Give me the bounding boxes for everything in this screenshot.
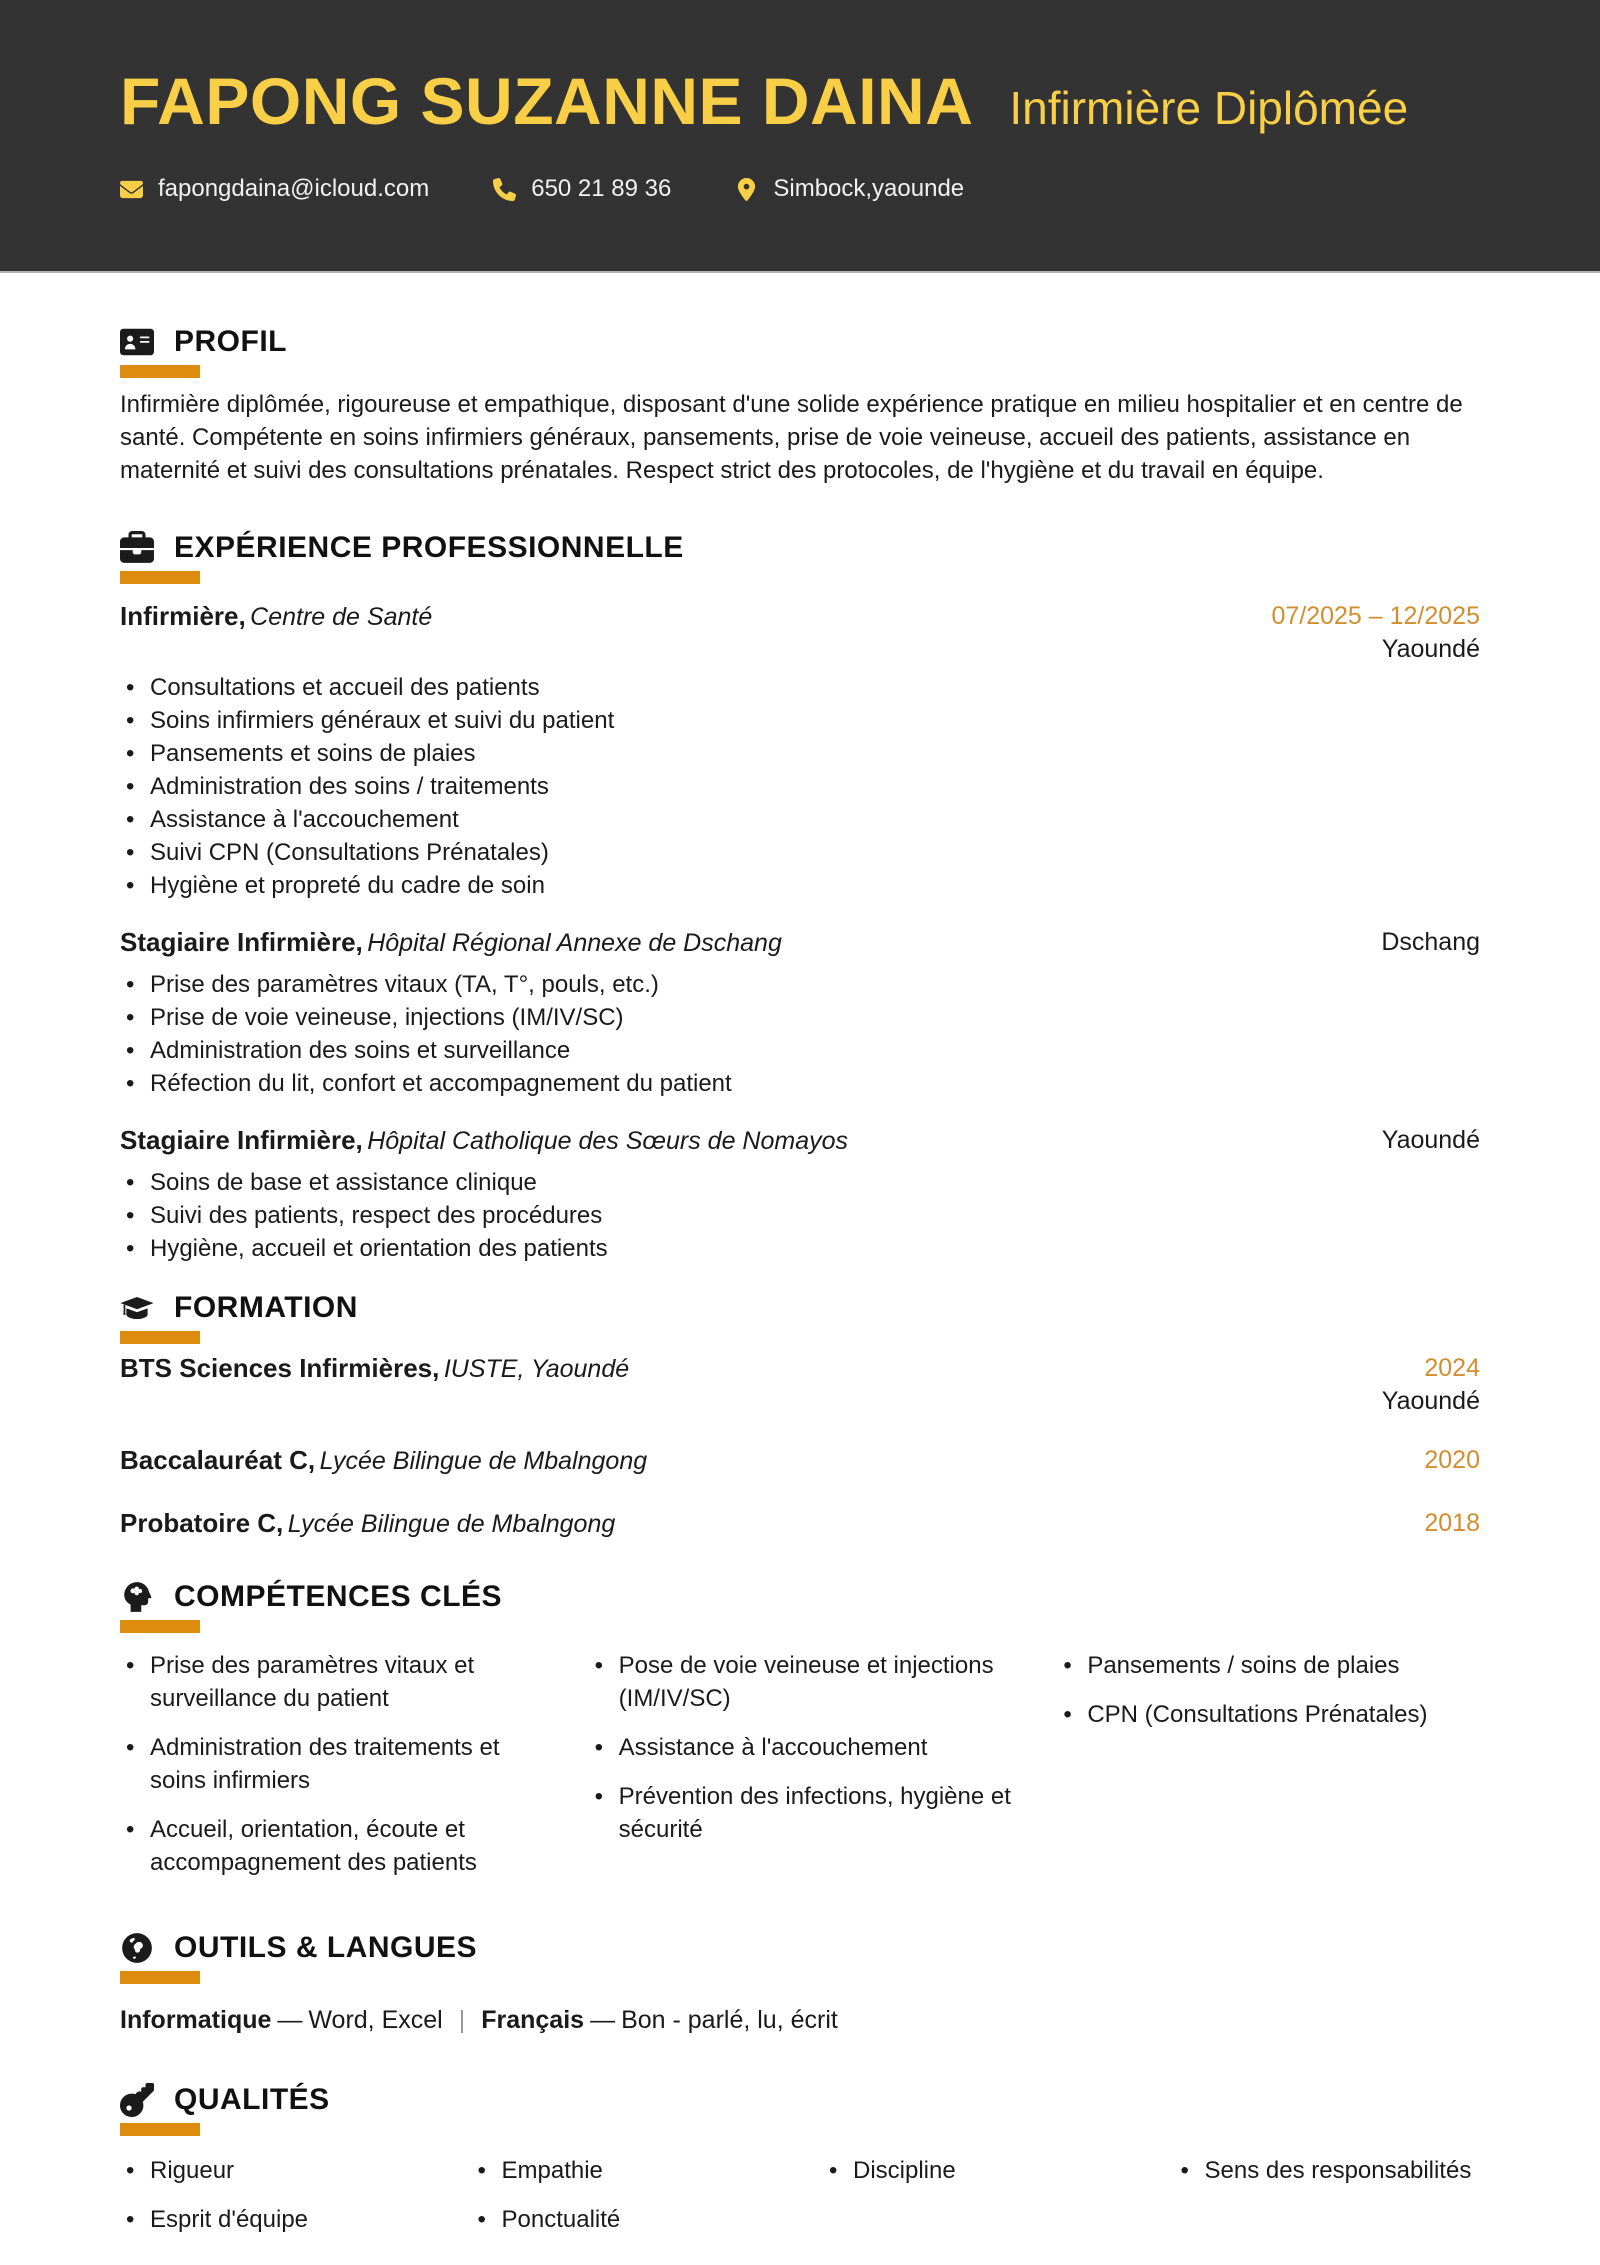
profil-text: Infirmière diplômée, rigoureuse et empathique, disposant d'une solide expérience pratique en milieu hospitalier et en centre de santé. Compétente en soins infirmiers généraux, pansements, prise de voie veineuse, accueil des patients, assistance en maternité et suivi des consultations prénatales. Respect strict des protocoles, de l'hygiène et du travail en équipe. [120, 391, 1463, 484]
job-role: Stagiaire Infirmière, [120, 927, 363, 957]
bullet-item: • Prise des paramètres vitaux (TA, T°, pouls, etc.) [120, 968, 1480, 1001]
qualites-title: QUALITÉS [174, 2083, 330, 2116]
school: IUSTE, Yaoundé [443, 1355, 630, 1383]
competences-grid [120, 1649, 1480, 1895]
competences-col [120, 1649, 543, 1895]
qualites-col [120, 2154, 426, 2252]
briefcase-icon [120, 531, 154, 565]
experience-heading [120, 531, 1480, 565]
competences-title: COMPÉTENCES CLÉS [174, 1580, 503, 1613]
job-org: Centre de Santé [250, 603, 433, 631]
job-right [1381, 926, 1480, 959]
competences-col [1057, 1649, 1480, 1895]
formation-title: FORMATION [174, 1291, 358, 1324]
dash-separator: — [590, 2006, 616, 2034]
education-year: 2018 [1424, 1509, 1480, 1537]
job-list [120, 600, 1480, 1265]
competence-item: • Pansements / soins de plaies [1057, 1649, 1480, 1682]
bullet-item: • Suivi CPN (Consultations Prénatales) [120, 836, 1480, 869]
school: Lycée Bilingue de Mbalngong [287, 1510, 616, 1538]
bullet-item: • Administration des soins et surveillance [120, 1034, 1480, 1067]
qualites-heading [120, 2083, 1480, 2117]
education-year: 2024 [1424, 1354, 1480, 1382]
tool-value: Word, Excel [308, 2006, 443, 2034]
envelope-icon [120, 178, 143, 201]
key-icon [120, 2083, 154, 2117]
outils-title: OUTILS & LANGUES [174, 1931, 478, 1964]
job-entry [120, 600, 1480, 902]
location-pin-icon [735, 178, 758, 201]
degree: Probatoire C, [120, 1508, 284, 1538]
profil-heading [120, 325, 1480, 359]
contact-location [735, 175, 964, 203]
education-entry [120, 1507, 1480, 1544]
experience-title: EXPÉRIENCE PROFESSIONNELLE [174, 531, 684, 564]
accent-bar [120, 2123, 200, 2136]
competence-item: • Pose de voie veineuse et injections (IM/IV/SC) [589, 1649, 1012, 1715]
education-right [1424, 1444, 1480, 1477]
header [0, 0, 1600, 273]
education-right [1382, 1352, 1480, 1418]
phone-icon [493, 178, 516, 201]
qualite-item: • Esprit d'équipe [120, 2203, 426, 2236]
competence-item: • CPN (Consultations Prénatales) [1057, 1698, 1480, 1731]
name-row [120, 58, 1480, 151]
education-right [1424, 1507, 1480, 1540]
bullet-item: • Prise de voie veineuse, injections (IM/IV/SC) [120, 1001, 1480, 1034]
accent-bar [120, 571, 200, 584]
job-date: 07/2025 – 12/2025 [1271, 602, 1480, 630]
graduation-cap-icon [120, 1291, 154, 1325]
outils-heading [120, 1931, 1480, 1965]
section-competences [120, 1580, 1480, 1895]
education-year: 2020 [1424, 1446, 1480, 1474]
competences-heading [120, 1580, 1480, 1614]
competence-item: • Prévention des infections, hygiène et sécurité [589, 1780, 1012, 1846]
bullet-item: • Soins infirmiers généraux et suivi du patient [120, 704, 1480, 737]
person-name: FAPONG SUZANNE DAINA [120, 64, 974, 138]
job-head [120, 600, 1480, 666]
language-label: Français [481, 2006, 585, 2034]
job-entry [120, 926, 1480, 1100]
education-location: Yaoundé [1381, 1387, 1480, 1415]
bullet-item: • Hygiène, accueil et orientation des patients [120, 1232, 1480, 1265]
education-title-line [120, 1507, 615, 1544]
qualite-item: • Sens des responsabilités [1175, 2154, 1481, 2187]
education-title-line [120, 1444, 647, 1481]
language-value: Bon - parlé, lu, écrit [621, 2006, 838, 2034]
section-experience [120, 531, 1480, 1265]
bullet-item: • Hygiène et propreté du cadre de soin [120, 869, 1480, 902]
job-right [1382, 1124, 1480, 1157]
qualite-item: • Discipline [823, 2154, 1129, 2187]
contact-email [120, 175, 429, 203]
job-org: Hôpital Catholique des Sœurs de Nomayos [367, 1127, 849, 1155]
section-outils [120, 1931, 1480, 2037]
formation-heading [120, 1291, 1480, 1325]
competence-item: • Prise des paramètres vitaux et surveillance du patient [120, 1649, 543, 1715]
globe-icon [120, 1931, 154, 1965]
contact-row [120, 175, 1480, 203]
job-location: Yaoundé [1381, 1126, 1480, 1154]
job-location: Yaoundé [1381, 635, 1480, 663]
head-brain-icon [120, 1580, 154, 1614]
address-card-icon [120, 325, 154, 359]
bullet-item: • Administration des soins / traitements [120, 770, 1480, 803]
education-list [120, 1352, 1480, 1544]
dash-separator: — [277, 2006, 303, 2034]
location-text: Simbock,yaounde [773, 175, 965, 202]
job-head [120, 1124, 1480, 1161]
job-location: Dschang [1381, 928, 1480, 956]
job-title-line [120, 1124, 848, 1161]
education-entry [120, 1352, 1480, 1418]
email-text: fapongdaina@icloud.com [158, 175, 430, 202]
bullet-item: • Consultations et accueil des patients [120, 671, 1480, 704]
section-qualites [120, 2083, 1480, 2252]
qualites-col [472, 2154, 778, 2252]
degree: BTS Sciences Infirmières, [120, 1353, 440, 1383]
job-entry [120, 1124, 1480, 1265]
bullet-item: • Pansements et soins de plaies [120, 737, 1480, 770]
job-head [120, 926, 1480, 963]
qualite-item: • Rigueur [120, 2154, 426, 2187]
qualite-item: • Empathie [472, 2154, 778, 2187]
job-bullets [120, 1166, 1480, 1265]
qualites-col [1175, 2154, 1481, 2252]
job-title-line [120, 600, 432, 637]
accent-bar [120, 365, 200, 378]
competence-item: • Accueil, orientation, écoute et accompagnement des patients [120, 1813, 543, 1879]
qualites-col [823, 2154, 1129, 2252]
bullet-item: • Réfection du lit, confort et accompagnement du patient [120, 1067, 1480, 1100]
job-title: Infirmière Diplômée [1009, 82, 1409, 134]
bullet-item: • Assistance à l'accouchement [120, 803, 1480, 836]
accent-bar [120, 1620, 200, 1633]
job-bullets [120, 968, 1480, 1100]
pipe-separator: | [458, 2006, 466, 2034]
accent-bar [120, 1331, 200, 1344]
qualites-grid [120, 2154, 1480, 2252]
competence-item: • Administration des traitements et soins infirmiers [120, 1731, 543, 1797]
phone-text: 650 21 89 36 [531, 175, 672, 202]
competences-col [589, 1649, 1012, 1895]
education-title-line [120, 1352, 629, 1389]
section-profil [120, 325, 1480, 487]
job-role: Stagiaire Infirmière, [120, 1125, 363, 1155]
profil-title: PROFIL [174, 325, 287, 358]
job-bullets [120, 671, 1480, 902]
job-title-line [120, 926, 782, 963]
bullet-item: • Soins de base et assistance clinique [120, 1166, 1480, 1199]
tool-label: Informatique [120, 2006, 272, 2034]
section-formation [120, 1291, 1480, 1544]
job-right [1271, 600, 1480, 666]
content [0, 325, 1600, 2252]
degree: Baccalauréat C, [120, 1445, 316, 1475]
job-role: Infirmière, [120, 601, 246, 631]
education-entry [120, 1444, 1480, 1481]
competence-item: • Assistance à l'accouchement [589, 1731, 1012, 1764]
job-org: Hôpital Régional Annexe de Dschang [367, 929, 782, 957]
contact-phone [493, 175, 671, 203]
bullet-item: • Suivi des patients, respect des procédures [120, 1199, 1480, 1232]
school: Lycée Bilingue de Mbalngong [319, 1447, 648, 1475]
accent-bar [120, 1971, 200, 1984]
qualite-item: • Ponctualité [472, 2203, 778, 2236]
tools-languages-line [120, 2004, 1480, 2037]
